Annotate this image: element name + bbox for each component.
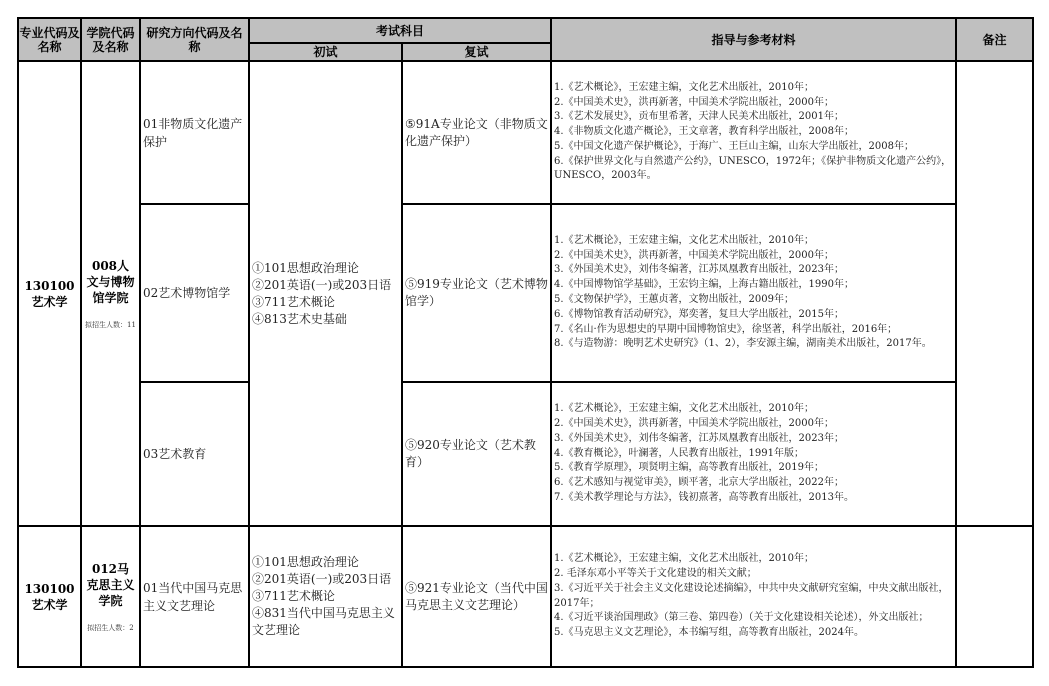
header-direction: 研究方向代码及名称: [140, 18, 249, 61]
major-code: 130100: [24, 581, 75, 596]
reference-item: 1.《艺术概论》，王宏建主编，文化艺术出版社，2010年；: [554, 234, 815, 246]
reference-item: 4.《教育概论》，叶澜著，人民教育出版社，1991年版；: [554, 447, 805, 459]
table-row: [18, 204, 1033, 382]
reference-item: 6.《艺术感知与视觉审美》，顾平著，北京大学出版社，2022年；: [554, 477, 845, 489]
quota-label: 拟招生人数：11: [85, 320, 136, 329]
reference-item: 5.《中国文化遗产保护概论》，于海广、王巨山主编，山东大学出版社，2008年；: [554, 140, 915, 152]
header-exams: 考试科目: [249, 18, 551, 43]
direction-name: 01非物质文化遗产保护: [140, 61, 249, 204]
exam-subject: ②201英语(一)或203日语: [252, 572, 392, 586]
reference-item: 2.《中国美术史》，洪再新著，中国美术学院出版社，2000年；: [554, 418, 835, 429]
reference-item: 6.《保护世界文化与自然遗产公约》，UNESCO，1972年；《保护非物质文化遗产公约》，UNESCO，2003年。: [554, 155, 952, 182]
reference-item: 3.《艺术发展史》，贡布里希著，天津人民美术出版社，2001年；: [554, 111, 845, 123]
header-remarks: 备注: [956, 18, 1033, 61]
reference-item: 5.《教育学原理》，项贤明主编，高等教育出版社，2019年；: [554, 462, 825, 474]
college-cell: [81, 61, 140, 526]
header-preliminary: 初试: [249, 43, 402, 61]
reference-list: [551, 526, 956, 667]
major-cell: [18, 526, 81, 667]
reference-item: 4.《习近平谈治国理政》（第三卷、第四卷）（关于文化建设相关论述），外文出版社；: [554, 612, 929, 624]
reference-item: 4.《非物质文化遗产概论》，王文章著，教育科学出版社，2008年；: [554, 126, 855, 138]
reference-list: [551, 204, 956, 382]
reference-item: 3.《外国美术史》，刘伟冬编著，江苏凤凰教育出版社，2023年；: [554, 432, 845, 444]
reference-item: 6.《博物馆教育活动研究》，郑奕著，复旦大学出版社，2015年；: [554, 308, 845, 320]
header-retest: 复试: [402, 43, 551, 61]
reference-item: 8.《与造物游：晚明艺术史研究》（1、2），李安源主编，湖南美术出版社，2017年。: [554, 338, 932, 350]
direction-name: 03艺术教育: [140, 382, 249, 526]
header-references: 指导与参考材料: [551, 18, 956, 61]
reference-item: 1.《艺术概论》，王宏建主编，文化艺术出版社，2010年；: [554, 81, 815, 93]
major-name: 艺术学: [31, 294, 68, 309]
reference-item: 2.《中国美术史》，洪再新著，中国美术学院出版社，2000年；: [554, 249, 835, 261]
reference-list: [551, 382, 956, 526]
preliminary-exams: [249, 61, 402, 526]
exam-subject: ①101思想政治理论: [252, 260, 359, 275]
reference-item: 7.《名山·作为思想史的早期中国博物馆史》，徐坚著，科学出版社，2016年；: [554, 323, 898, 335]
reference-item: 1.《艺术概论》，王宏建主编，文化艺术出版社，2010年；: [554, 403, 815, 415]
table-row: [18, 382, 1033, 526]
college-cell: [81, 526, 140, 667]
quota-label: 拟招生人数：2: [87, 623, 134, 632]
reference-list: [551, 61, 956, 204]
header-college: 学院代码及名称: [81, 18, 140, 61]
preliminary-exams: [249, 526, 402, 667]
college-name: 012马克思主义学院: [86, 561, 135, 608]
direction-name: 02艺术博物馆学: [140, 204, 249, 382]
retest-exam: ⑤919专业论文（艺术博物馆学）: [402, 204, 551, 382]
remarks-cell: [956, 61, 1033, 526]
reference-item: 4.《中国博物馆学基础》，王宏钧主编，上海古籍出版社，1990年；: [554, 279, 855, 291]
major-code: 130100: [24, 278, 75, 293]
admissions-catalog-table: [17, 17, 1034, 668]
exam-subject: ④813艺术史基础: [252, 311, 347, 326]
remarks-cell: [956, 526, 1033, 667]
major-name: 艺术学: [31, 597, 68, 612]
retest-exam: ⑤921专业论文（当代中国马克思主义文艺理论）: [402, 526, 551, 667]
table-row: [18, 61, 1033, 204]
reference-item: 3.《习近平关于社会主义文化建设论述摘编》，中共中央文献研究室编，中央文献出版社，2017年；: [554, 582, 949, 609]
reference-item: 7.《美术教学理论与方法》，钱初熹著，高等教育出版社，2013年。: [554, 491, 855, 503]
college-name: 008人文与博物馆学院: [86, 258, 135, 305]
exam-subject: ③711艺术概论: [252, 294, 335, 309]
header-major: 专业代码及名称: [18, 18, 81, 61]
reference-item: 1.《艺术概论》，王宏建主编，文化艺术出版社，2010年；: [554, 553, 815, 565]
retest-exam: ⑤920专业论文（艺术教育）: [402, 382, 551, 526]
exam-subject: ④831当代中国马克思主义文艺理论: [252, 606, 395, 637]
retest-exam: ⑤91A专业论文（非物质文化遗产保护）: [402, 61, 551, 204]
reference-item: 2.《中国美术史》，洪再新著，中国美术学院出版社，2000年；: [554, 96, 835, 108]
reference-item: 5.《马克思主义文艺理论》，本书编写组，高等教育出版社，2024年。: [554, 627, 865, 639]
exam-subject: ②201英语(一)或203日语: [252, 277, 392, 292]
table-row: [18, 526, 1033, 667]
major-cell: [18, 61, 81, 526]
reference-item: 5.《文物保护学》，王蕙贞著，文物出版社，2009年；: [554, 294, 795, 305]
exam-subject: ③711艺术概论: [252, 589, 335, 603]
direction-name: 01当代中国马克思主义文艺理论: [140, 526, 249, 667]
exam-subject: ①101思想政治理论: [252, 555, 359, 569]
reference-item: 2. 毛泽东邓小平等关于文化建设的相关文献；: [554, 567, 757, 579]
reference-item: 3.《外国美术史》，刘伟冬编著，江苏凤凰教育出版社，2023年；: [554, 264, 845, 276]
